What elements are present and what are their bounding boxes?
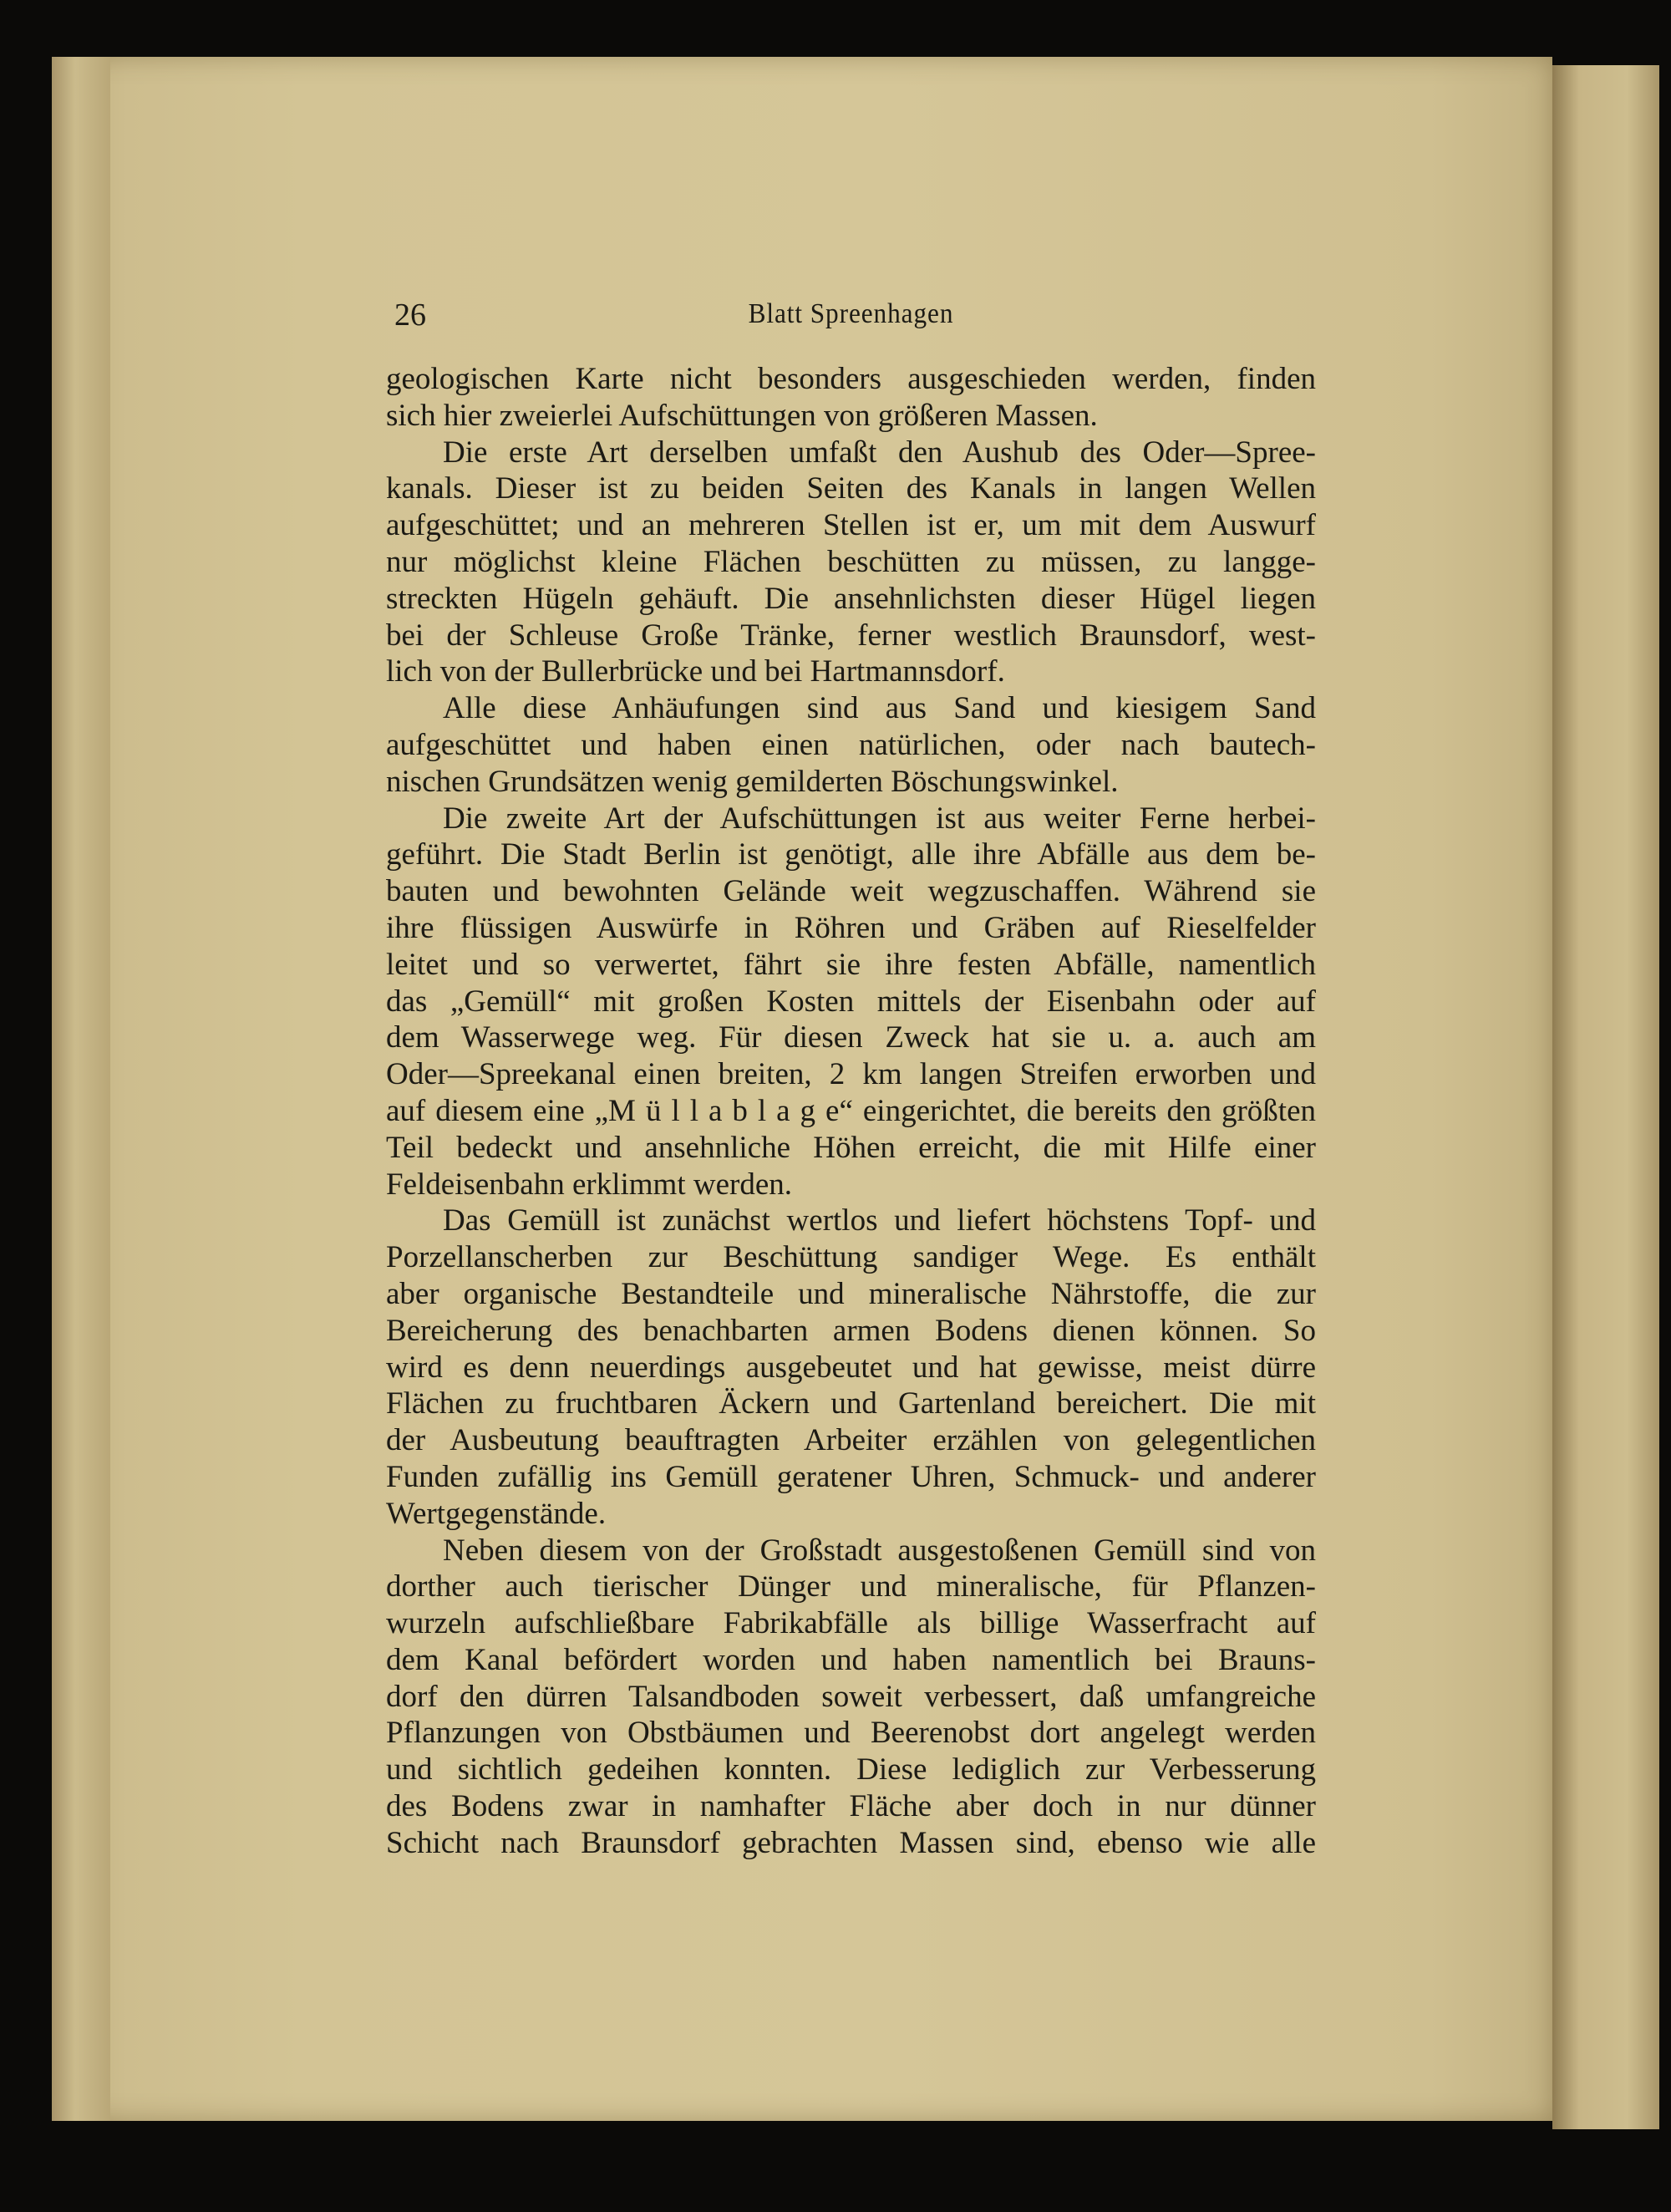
body-text <box>386 361 1316 1862</box>
text-line: nischen Grundsätzen wenig gemilderten Böschungswinkel. <box>386 764 1119 799</box>
text-line: des Bodens zwar in namhafter Fläche aber doch in nur dünner <box>386 1789 1316 1824</box>
text-line: kanals. Dieser ist zu beiden Seiten des Kanals in langen Wellen <box>386 471 1316 506</box>
text-line: lich von der Bullerbrücke und bei Hartmannsdorf. <box>386 654 1005 689</box>
paragraph <box>386 361 1316 435</box>
text-line: ihre flüssigen Auswürfe in Röhren und Gräben auf Rieselfelder <box>386 910 1316 945</box>
text-line: aufgeschüttet und haben einen natürlichen, oder nach bautech- <box>386 727 1316 762</box>
text-line: Pflanzungen von Obstbäumen und Beerenobst dort angelegt werden <box>386 1716 1316 1751</box>
text-line: Die erste Art derselben umfaßt den Aushub des Oder—Spree- <box>443 435 1316 470</box>
text-line: das „Gemüll“ mit großen Kosten mittels der Eisenbahn oder auf <box>386 984 1316 1019</box>
text-line: nur möglichst kleine Flächen beschütten zu müssen, zu langge- <box>386 544 1316 579</box>
text-line: geführt. Die Stadt Berlin ist genötigt, alle ihre Abfälle aus dem be- <box>386 837 1316 872</box>
text-line: Oder—Spreekanal einen breiten, 2 km langen Streifen erworben und <box>386 1057 1316 1092</box>
paragraph <box>386 801 1316 1203</box>
text-line: aber organische Bestandteile und mineralische Nährstoffe, die zur <box>386 1276 1316 1311</box>
text-line: auf diesem eine „M ü l l a b l a g e“ eingerichtet, die bereits den größten <box>386 1093 1316 1128</box>
text-line: wird es denn neuerdings ausgebeutet und hat gewisse, meist dürre <box>386 1350 1316 1385</box>
page-header <box>386 297 1316 338</box>
text-line: Flächen zu fruchtbaren Äckern und Gartenland bereichert. Die mit <box>386 1386 1316 1421</box>
page-number: 26 <box>394 297 426 333</box>
text-line: wurzeln aufschließbare Fabrikabfälle als billige Wasserfracht auf <box>386 1606 1316 1641</box>
paragraph <box>386 1533 1316 1862</box>
paragraph <box>386 690 1316 800</box>
text-line: Teil bedeckt und ansehnliche Höhen erreicht, die mit Hilfe einer <box>386 1130 1316 1165</box>
text-line: Das Gemüll ist zunächst wertlos und liefert höchstens Topf- und <box>443 1203 1316 1238</box>
text-line: leitet und so verwertet, fährt sie ihre festen Abfälle, namentlich <box>386 947 1316 982</box>
text-line: dorf den dürren Talsandboden soweit verbessert, daß umfangreiche <box>386 1679 1316 1714</box>
text-line: aufgeschüttet; und an mehreren Stellen ist er, um mit dem Auswurf <box>386 508 1316 543</box>
text-line: dem Wasserwege weg. Für diesen Zweck hat sie u. a. auch am <box>386 1020 1316 1055</box>
paragraph <box>386 1203 1316 1532</box>
running-title: Blatt Spreenhagen <box>748 298 954 329</box>
text-line: geologischen Karte nicht besonders ausgeschieden werden, finden <box>386 362 1316 396</box>
text-line: Neben diesem von der Großstadt ausgestoßenen Gemüll sind von <box>443 1533 1316 1568</box>
text-line: der Ausbeutung beauftragten Arbeiter erzählen von gelegentlichen <box>386 1423 1316 1458</box>
text-line: bei der Schleuse Große Tränke, ferner westlich Braunsdorf, west- <box>386 618 1316 653</box>
text-line: Die zweite Art der Aufschüttungen ist aus weiter Ferne herbei- <box>443 801 1316 836</box>
text-line: sich hier zweierlei Aufschüttungen von größeren Massen. <box>386 398 1098 433</box>
text-line: Wertgegenstände. <box>386 1496 607 1531</box>
text-line: Funden zufällig ins Gemüll geratener Uhren, Schmuck- und anderer <box>386 1459 1316 1494</box>
text-line: Porzellanscherben zur Beschüttung sandiger Wege. Es enthält <box>386 1240 1316 1275</box>
text-line: Feldeisenbahn erklimmt werden. <box>386 1167 793 1202</box>
adjacent-page-edge <box>1552 65 1659 2129</box>
text-line: Bereicherung des benachbarten armen Bodens dienen können. So <box>386 1313 1316 1348</box>
text-line: streckten Hügeln gehäuft. Die ansehnlichsten dieser Hügel liegen <box>386 581 1316 616</box>
paragraph <box>386 435 1316 691</box>
text-line: und sichtlich gedeihen konnten. Diese lediglich zur Verbesserung <box>386 1752 1316 1787</box>
book-spine <box>52 57 110 2121</box>
text-line: dorther auch tierischer Dünger und mineralische, für Pflanzen- <box>386 1569 1316 1604</box>
text-line: bauten und bewohnten Gelände weit wegzuschaffen. Während sie <box>386 874 1316 909</box>
text-line: dem Kanal befördert worden und haben namentlich bei Brauns- <box>386 1642 1316 1677</box>
text-line: Schicht nach Braunsdorf gebrachten Massen sind, ebenso wie alle <box>386 1825 1316 1860</box>
text-line: Alle diese Anhäufungen sind aus Sand und kiesigem Sand <box>443 691 1316 726</box>
